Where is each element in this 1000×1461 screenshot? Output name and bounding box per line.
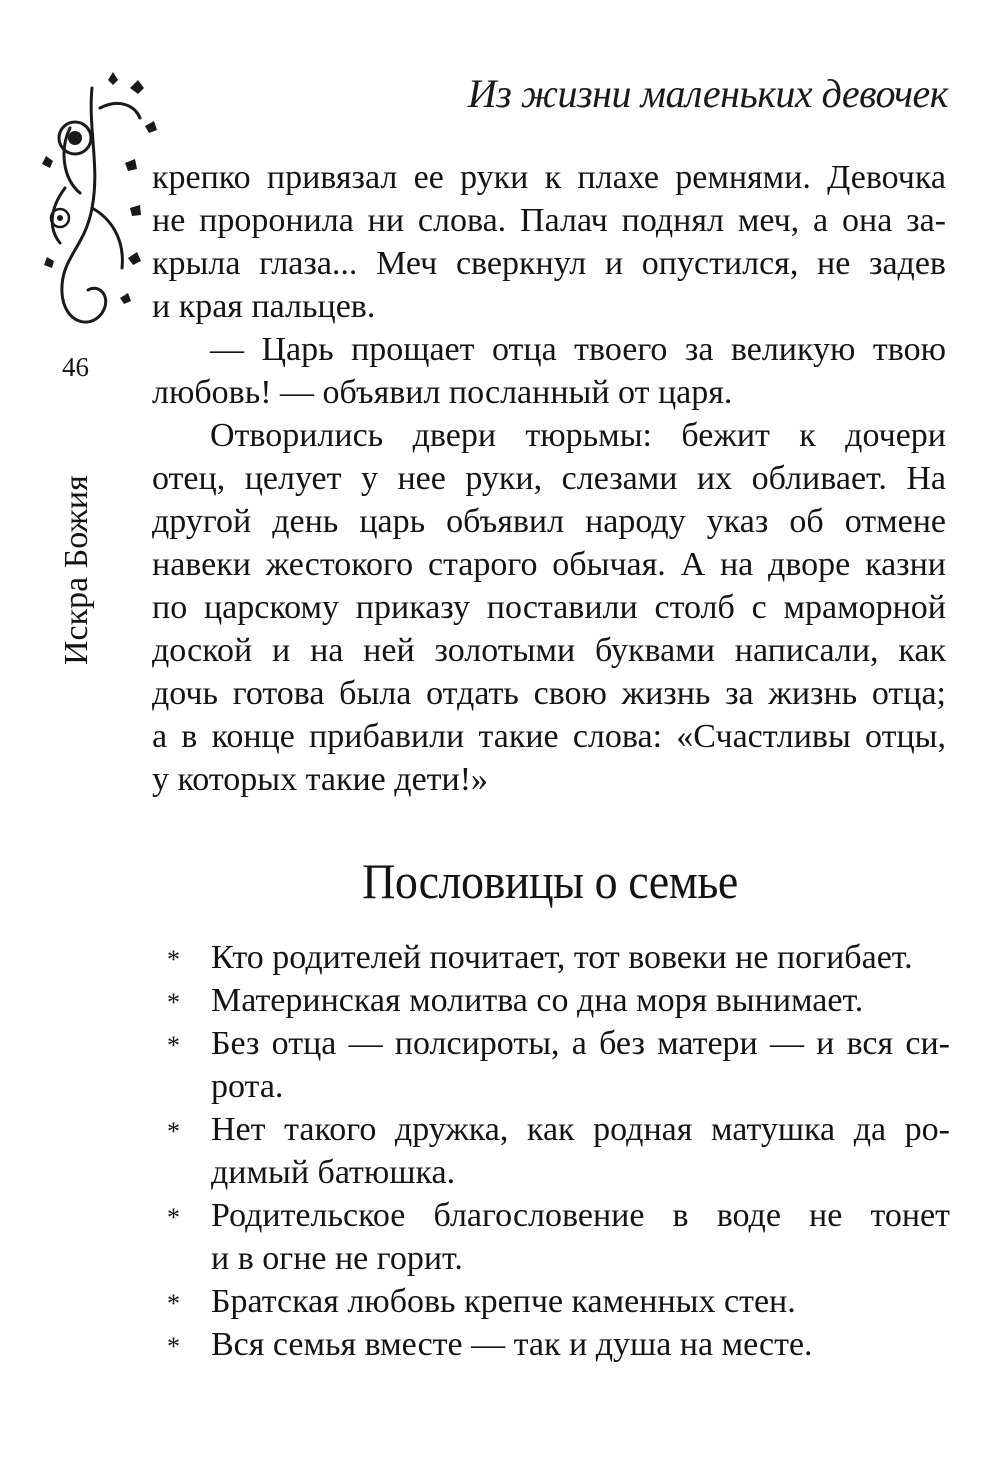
- story-text: [152, 156, 946, 801]
- running-header: Из жизни маленьких девочек: [467, 71, 948, 116]
- page-number: 46: [62, 352, 89, 382]
- proverb-line: Братская любовь крепче каменных стен.: [211, 1283, 796, 1320]
- story-line: любовь! — объявил посланный от царя.: [152, 374, 733, 411]
- proverb-item: [165, 1280, 950, 1323]
- story-line: Отворились двери тюрьмы: бежит к дочери: [210, 417, 946, 454]
- proverb-line: Материнская молитва со дна моря вынимает.: [211, 982, 864, 1019]
- proverb-item: [165, 1022, 950, 1108]
- asterisk-bullet-icon: *: [167, 1332, 180, 1361]
- proverb-item: [165, 979, 950, 1022]
- section-heading: Пословицы о семье: [362, 853, 738, 909]
- story-line: не проронила ни слова. Палач поднял меч, а она за-: [152, 202, 946, 239]
- proverb-item: [165, 936, 950, 979]
- proverb-line: Родительское благословение в воде не тонет: [211, 1197, 950, 1234]
- asterisk-bullet-icon: *: [167, 945, 180, 974]
- asterisk-bullet-icon: *: [167, 988, 180, 1017]
- story-line: и края пальцев.: [152, 288, 376, 325]
- story-line: дочь готова была отдать свою жизнь за жизнь отца;: [152, 675, 946, 712]
- proverb-line: и в огне не горит.: [211, 1240, 463, 1277]
- proverb-list: [165, 936, 950, 1366]
- story-line: у которых такие дети!»: [152, 761, 489, 798]
- story-line: по царскому приказу поставили столб с мраморной: [152, 589, 946, 626]
- proverb-item: [165, 1194, 950, 1280]
- story-line: другой день царь объявил народу указ об отмене: [152, 503, 946, 540]
- proverb-item: [165, 1108, 950, 1194]
- floral-vine-ornament-icon: [30, 68, 165, 348]
- proverb-line: Без отца — полсироты, а без матери — и вся си-: [211, 1025, 950, 1062]
- book-title-vertical: Искра Божия: [58, 475, 95, 665]
- story-line: крепко привязал ее руки к плахе ремнями. Девочка: [152, 159, 946, 196]
- proverb-line: димый батюшка.: [211, 1154, 456, 1191]
- story-line: навеки жестокого старого обычая. А на дворе казни: [152, 546, 946, 583]
- proverb-line: Вся семья вместе — так и душа на месте.: [211, 1326, 813, 1363]
- asterisk-bullet-icon: *: [167, 1203, 180, 1232]
- story-line: доской и на ней золотыми буквами написали, как: [152, 632, 946, 669]
- asterisk-bullet-icon: *: [167, 1031, 180, 1060]
- proverb-line: рота.: [211, 1068, 284, 1105]
- proverb-line: Кто родителей почитает, тот вовеки не погибает.: [211, 939, 913, 976]
- story-line: отец, целует у нее руки, слезами их обливает. На: [152, 460, 946, 497]
- story-line: — Царь прощает отца твоего за великую твою: [210, 331, 946, 368]
- story-line: а в конце прибавили такие слова: «Счастливы отцы,: [152, 718, 946, 755]
- asterisk-bullet-icon: *: [167, 1117, 180, 1146]
- proverb-line: Нет такого дружка, как родная матушка да ро-: [211, 1111, 950, 1148]
- story-line: крыла глаза... Меч сверкнул и опустился, не задев: [152, 245, 946, 282]
- proverb-item: [165, 1323, 950, 1366]
- asterisk-bullet-icon: *: [167, 1289, 180, 1318]
